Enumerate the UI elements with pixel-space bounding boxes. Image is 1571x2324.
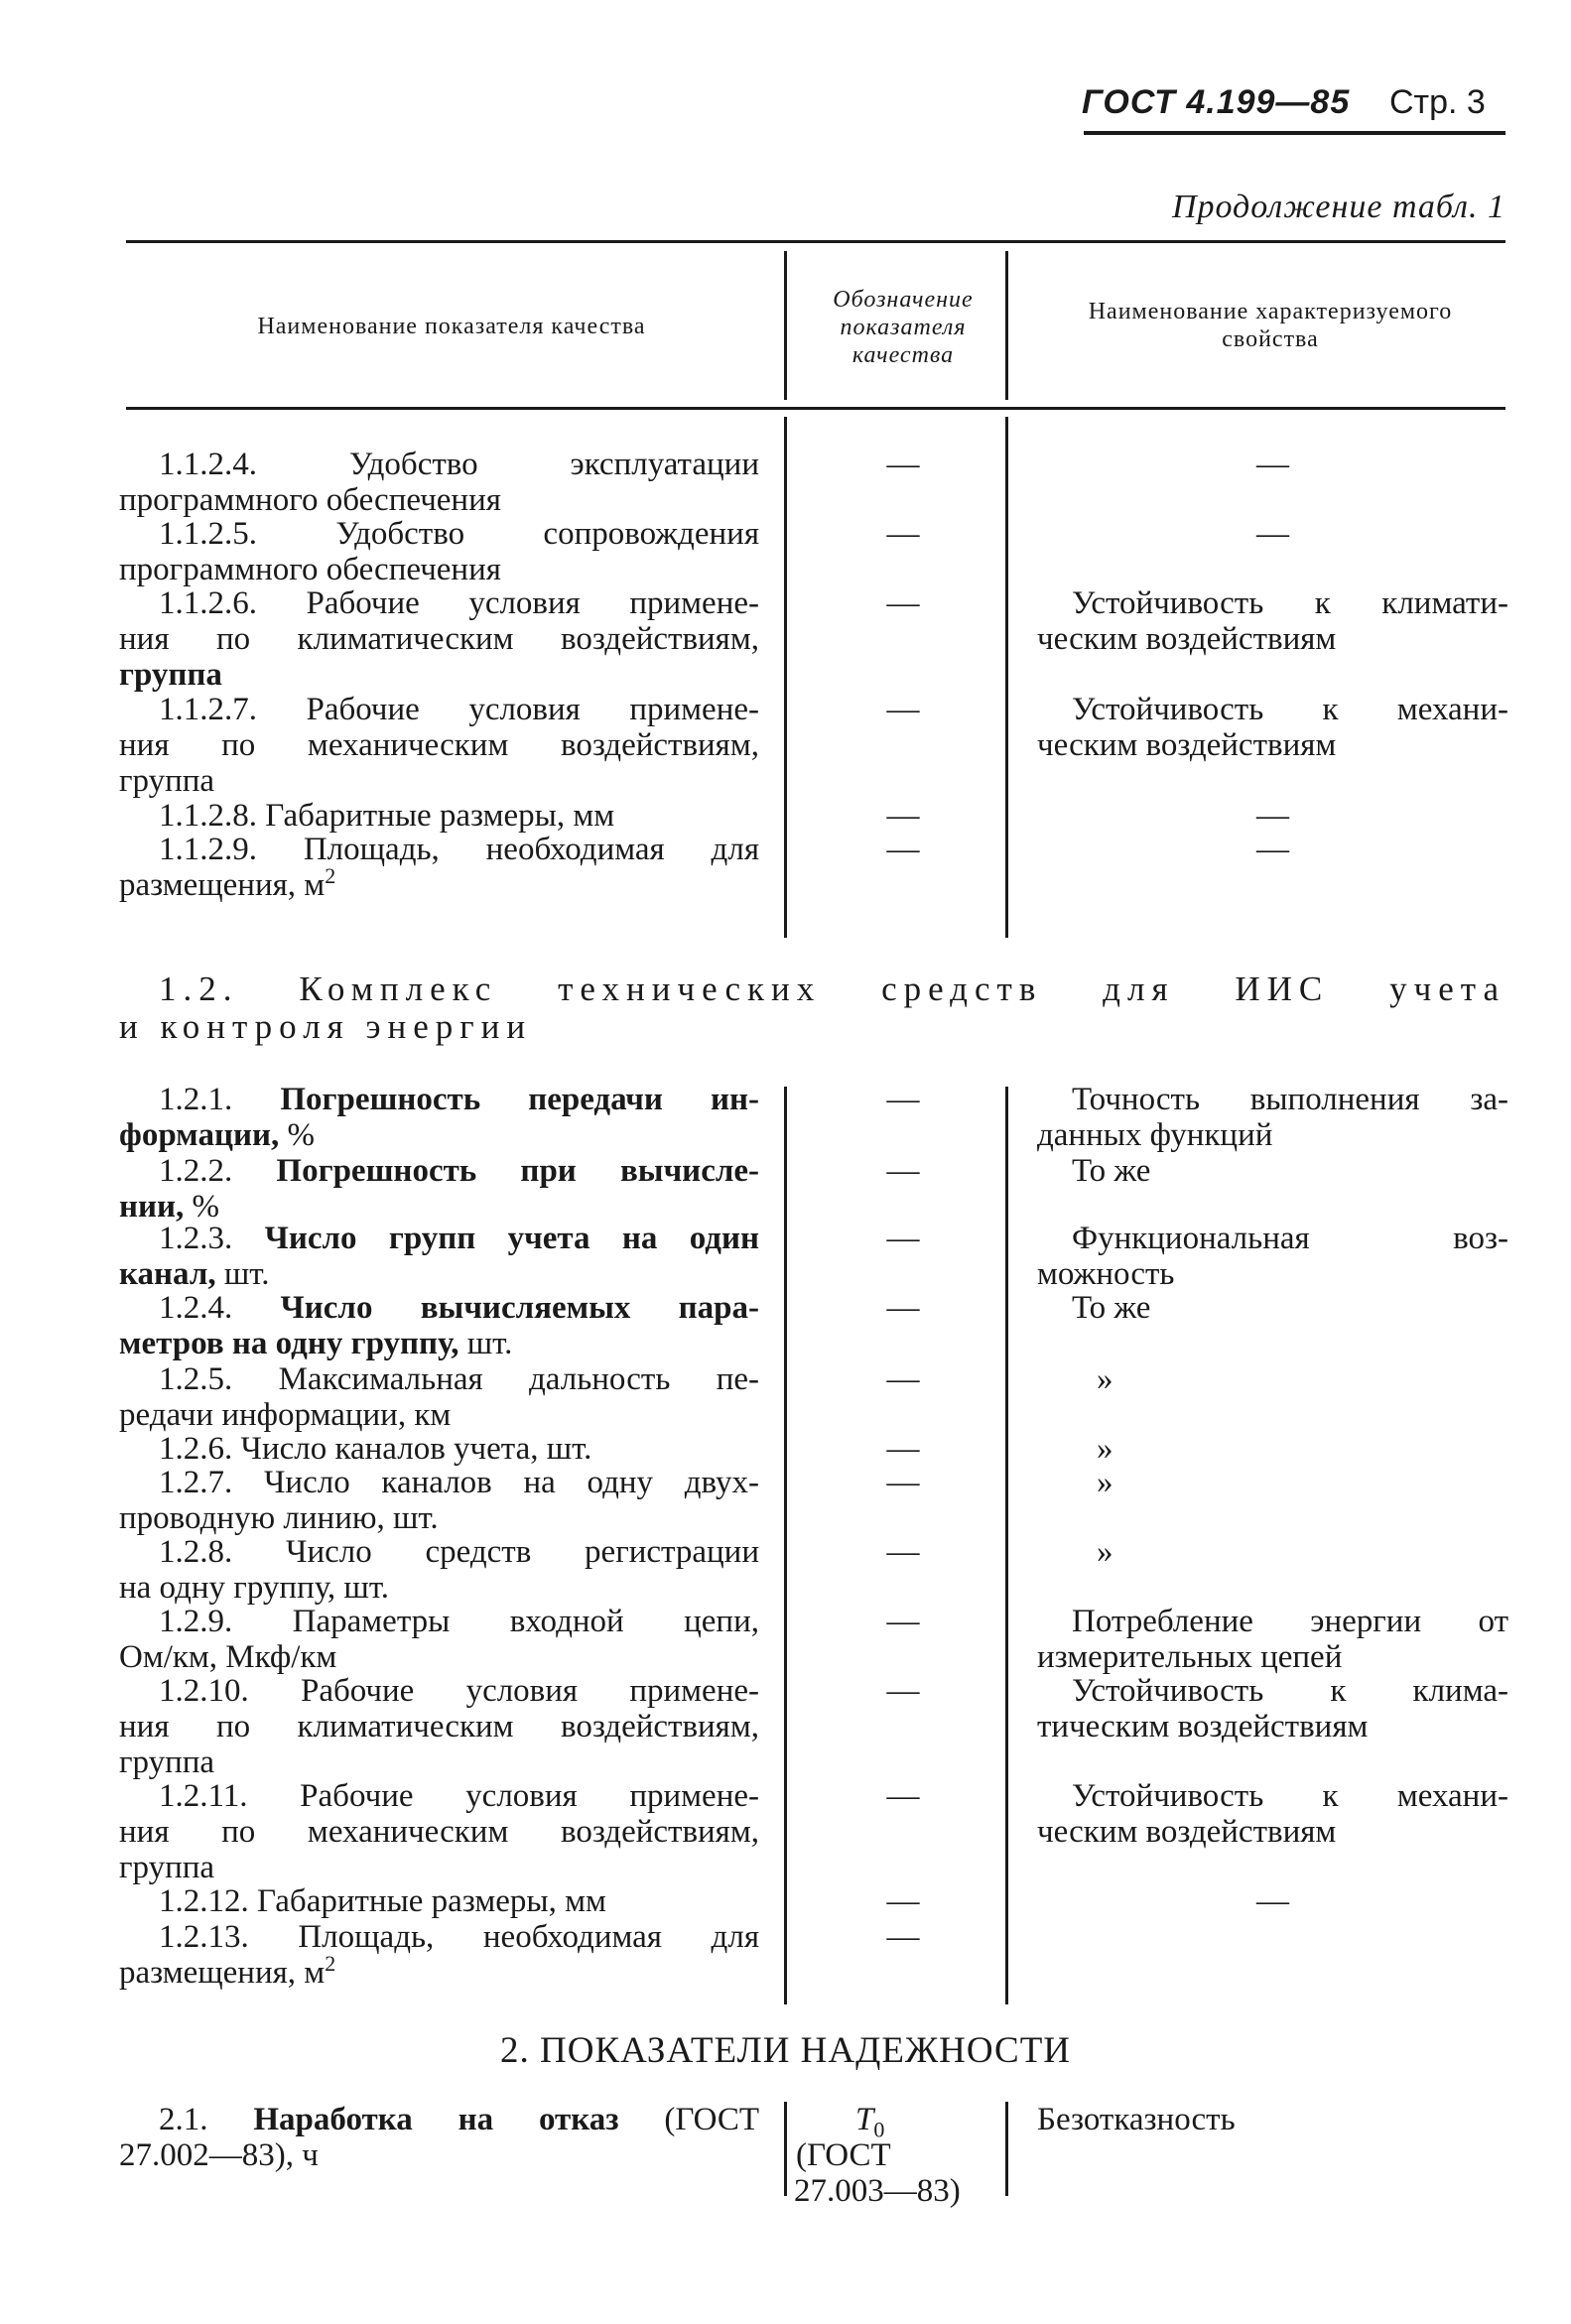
- property-cell: То же: [1072, 1290, 1151, 1326]
- designation-cell: —: [886, 832, 920, 867]
- property-cell: То же: [1072, 1153, 1151, 1189]
- table-row-name: 1.1.2.7. Рабочие условия примене- ния по механическим воздействиям, группа: [119, 692, 759, 799]
- table-row-name: 1.2.6. Число каналов учета, шт.: [159, 1431, 592, 1467]
- designation-cell: —: [886, 516, 920, 552]
- table-row-name: 1.2.5. Максимальная дальность пе- редачи информации, км: [119, 1361, 759, 1433]
- column-header-property: Наименование характеризуемого свойства: [1088, 299, 1453, 352]
- column-header-designation: [794, 286, 1012, 369]
- table-row-name: 1.1.2.9. Площадь, необходимая для размещения, $м^2$: [119, 832, 759, 903]
- designation-cell: —: [886, 447, 920, 482]
- property-cell: —: [1256, 798, 1289, 834]
- designation-cell: $T_0$ (ГОСТ 27.003—83): [794, 2102, 961, 2209]
- column-divider: [784, 2102, 787, 2196]
- table-row-name: 1.2.1. Погрешность передачи ин- формации, %: [119, 1082, 760, 1153]
- designation-cell: —: [886, 1361, 920, 1397]
- designation-cell: —: [886, 1919, 920, 1955]
- table-row-name: 1.2.2. Погрешность при вычисле- нии, %: [119, 1153, 759, 1225]
- table-row-name: 1.1.2.8. Габаритные размеры, мм: [159, 798, 615, 834]
- column-divider: [1005, 1087, 1008, 2004]
- column-divider: [784, 251, 787, 400]
- column-divider: [784, 417, 787, 938]
- designation-cell: —: [886, 1673, 920, 1709]
- property-cell: »: [1097, 1465, 1113, 1500]
- page-number: Стр. 3: [1389, 83, 1486, 121]
- designation-cell: —: [886, 1431, 920, 1467]
- table-row-name: 1.2.7. Число каналов на одну двух- проводную линию, шт.: [119, 1465, 759, 1536]
- column-divider: [784, 1087, 787, 2004]
- property-cell: —: [1256, 832, 1289, 867]
- property-cell: »: [1097, 1361, 1113, 1397]
- table-row-name: 1.1.2.4. Удобство эксплуатации программного обеспечения: [119, 447, 759, 518]
- table-row-name: 1.2.10. Рабочие условия примене- ния по климатическим воздействиям, группа: [119, 1673, 759, 1780]
- table-row-name: 1.2.3. Число групп учета на один канал, шт.: [119, 1221, 759, 1292]
- designation-cell: —: [886, 1290, 920, 1326]
- property-cell: —: [1256, 516, 1289, 552]
- designation-cell: —: [886, 1604, 920, 1639]
- property-cell: —: [1256, 1883, 1289, 1919]
- table-row-name: 1.1.2.6. Рабочие условия примене- ния по климатическим воздействиям, группа: [119, 585, 759, 693]
- column-divider: [1005, 417, 1008, 938]
- designation-cell: —: [886, 1883, 920, 1919]
- standard-number: ГОСТ 4.199—85: [1082, 83, 1351, 121]
- property-cell: Точность выполнения за- данных функций: [1037, 1082, 1508, 1153]
- table-row-name: 1.2.4. Число вычисляемых пара- метров на одну группу, шт.: [119, 1290, 759, 1361]
- property-cell: —: [1256, 447, 1289, 482]
- designation-cell: —: [886, 1153, 920, 1189]
- property-cell: »: [1097, 1431, 1113, 1467]
- property-cell: Функциональная воз- можность: [1037, 1221, 1508, 1292]
- property-cell: Устойчивость к механи- ческим воздействиям: [1037, 1778, 1508, 1850]
- column-header-designation-text: Обозначение показателя качества: [833, 287, 974, 368]
- designation-cell: —: [886, 1778, 920, 1814]
- column-divider: [1005, 2102, 1008, 2196]
- column-divider: [1005, 251, 1008, 400]
- designation-cell: —: [886, 798, 920, 834]
- section-heading-1-2: 1.2. Комплекс технических средств для ИИС учета и контроля энергии: [119, 969, 1506, 1046]
- property-cell: Безотказность: [1037, 2102, 1236, 2137]
- property-cell: Потребление энергии от измерительных цепей: [1037, 1604, 1508, 1675]
- designation-cell: —: [886, 1221, 920, 1256]
- table-row-name: 1.2.9. Параметры входной цепи, Ом/км, Мкф/км: [119, 1604, 759, 1675]
- designation-cell: —: [886, 1465, 920, 1500]
- table-row-name: 1.2.8. Число средств регистрации на одну группу, шт.: [119, 1534, 759, 1606]
- table-head-bottom-rule: [126, 407, 1506, 410]
- header-rule: [1084, 131, 1506, 135]
- property-cell: Устойчивость к клима- тическим воздействиям: [1037, 1673, 1508, 1744]
- designation-cell: —: [886, 692, 920, 727]
- property-cell: Устойчивость к механи- ческим воздействиям: [1037, 692, 1508, 763]
- table-continuation-label: Продолжение табл. 1: [1171, 189, 1506, 225]
- designation-cell: —: [886, 1082, 920, 1117]
- property-cell: »: [1097, 1534, 1113, 1570]
- table-row-name: 2.1. Наработка на отказ (ГОСТ 27.002—83), ч: [119, 2102, 759, 2173]
- designation-cell: —: [886, 1534, 920, 1570]
- section-heading-2: 2. ПОКАЗАТЕЛИ НАДЕЖНОСТИ: [499, 2030, 1072, 2071]
- designation-cell: —: [886, 585, 920, 621]
- table-row-name: 1.2.13. Площадь, необходимая для размещения, $м^2$: [119, 1919, 759, 1991]
- table-row-name: 1.2.12. Габаритные размеры, мм: [159, 1883, 606, 1919]
- column-header-name: Наименование показателя качества: [257, 314, 646, 339]
- table-row-name: 1.1.2.5. Удобство сопровождения программного обеспечения: [119, 516, 759, 587]
- table-row-name: 1.2.11. Рабочие условия примене- ния по механическим воздействиям, группа: [119, 1778, 759, 1885]
- property-cell: Устойчивость к климати- ческим воздействиям: [1037, 585, 1508, 657]
- table-top-rule: [126, 240, 1506, 243]
